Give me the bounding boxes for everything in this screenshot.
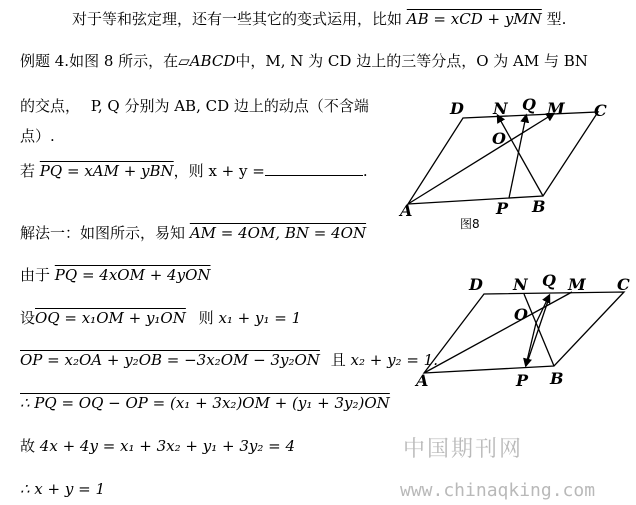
example-question (20, 161, 368, 181)
solution-l1-formula: AM = 4OM, BN = 4ON (189, 224, 367, 242)
watermark-url: www.chinaqking.com (400, 480, 596, 501)
line-PQ-top (509, 116, 526, 198)
label-Q-top: Q (522, 95, 536, 114)
line-AM-top (408, 114, 553, 204)
label-N-bottom: N (513, 275, 528, 294)
solution-l1-text: 如图所示，易知 (80, 224, 186, 242)
example-text2: 中，M, N 为 CD 边上的三等分点，O 为 AM 与 BN (235, 52, 588, 70)
label-P-bottom: P (516, 371, 529, 390)
answer-blank[interactable] (265, 161, 363, 176)
question-mid: ，则 x + y = (173, 162, 265, 180)
solution-l3-pre: 设 (20, 309, 36, 327)
solution-line-5 (20, 393, 390, 413)
intro-pre: 对于等和弦定理，还有一些其它的变式运用，比如 (72, 10, 403, 28)
question-pre: 若 (20, 162, 36, 180)
solution-l3-formula: OQ = x₁OM + y₁ON (35, 309, 186, 327)
intro-line (72, 9, 566, 29)
solution-line-7 (20, 479, 105, 499)
label-A-bottom: A (416, 371, 429, 390)
example-text1: 如图 8 所示，在 (69, 52, 179, 70)
solution-line-3 (20, 308, 301, 328)
question-formula: PQ = xAM + yBN (39, 162, 174, 180)
solution-l5-formula: ∴ PQ = OQ − OP = (x₁ + 3x₂)OM + (y₁ + 3y₂)ON (20, 394, 390, 412)
solution-l6-pre: 故 (20, 437, 36, 455)
label-A-top: A (400, 201, 413, 220)
solution-l6-formula: 4x + 4y = x₁ + 3x₂ + y₁ + 3y₂ = 4 (39, 437, 295, 455)
solution-l3-cond: x₁ + y₁ = 1 (218, 309, 302, 327)
label-D-bottom: D (469, 275, 483, 294)
question-end: . (362, 162, 368, 180)
label-M-bottom: M (568, 275, 586, 294)
figure-8-bottom (414, 268, 634, 398)
example-line-2 (20, 96, 369, 116)
label-C-bottom: C (617, 275, 630, 294)
solution-l3-mid: 则 (198, 309, 214, 327)
line-AM-bottom (424, 292, 572, 373)
solution-l4-mid: 且 (330, 351, 346, 369)
solution-line-6 (20, 436, 295, 456)
label-P-top: P (496, 199, 509, 218)
label-D-top: D (450, 99, 464, 118)
solution-l2-formula: PQ = 4xOM + 4yON (54, 266, 211, 284)
example-line-1 (20, 51, 588, 71)
label-B-top: B (532, 197, 546, 216)
label-C-top: C (594, 101, 607, 120)
line-BN-top (498, 116, 543, 196)
figure-8-top (398, 92, 628, 222)
example-label: 例题 4. (20, 52, 70, 70)
figure-caption: 图8 (460, 217, 480, 231)
example-text4: P, Q 分别为 AB, CD 边上的动点（不含端 (90, 97, 369, 115)
solution-line-2 (20, 265, 211, 285)
watermark-cn: 中国期刊网 (403, 437, 524, 462)
label-M-top: M (547, 99, 565, 118)
solution-l4-cond: x₂ + y₂ = 1. (350, 351, 438, 369)
label-Q-bottom: Q (542, 271, 556, 290)
solution-l2-pre: 由于 (20, 266, 51, 284)
label-O-bottom: O (514, 305, 528, 324)
line-OP-bottom (526, 323, 536, 365)
solution-l4-formula: OP = x₂OA + y₂OB = −3x₂OM − 3y₂ON (20, 351, 320, 369)
solution-line-1 (20, 223, 366, 243)
intro-post: 型. (546, 10, 567, 28)
solution-label: 解法一： (20, 224, 81, 242)
solution-line-4 (20, 350, 438, 370)
label-B-bottom: B (550, 369, 564, 388)
example-parallelogram: ▱ABCD (178, 52, 236, 70)
label-N-top: N (493, 99, 508, 118)
example-text5: 点）. (20, 127, 55, 145)
example-line-3 (20, 126, 55, 146)
solution-l7-formula: ∴ x + y = 1 (20, 480, 105, 498)
label-O-top: O (492, 129, 506, 148)
intro-formula: AB = xCD + yMN (406, 10, 542, 28)
example-text3: 的交点， (20, 97, 81, 115)
